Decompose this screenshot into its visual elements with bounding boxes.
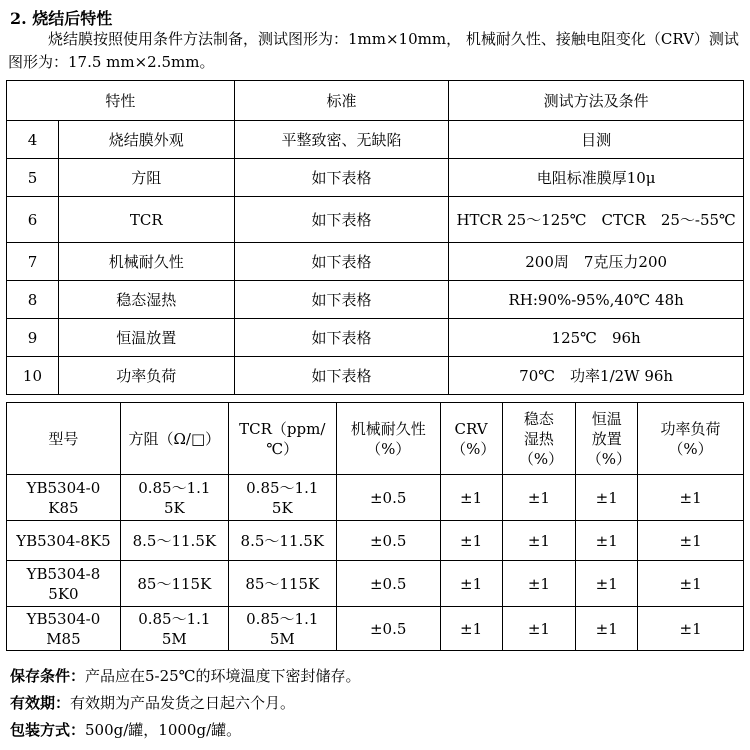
- header-constant: [576, 403, 638, 475]
- row-standard: 如下表格: [234, 281, 449, 319]
- package-text: 500g/罐，1000g/罐。: [85, 721, 242, 739]
- table-row: [7, 561, 744, 607]
- row-standard: 如下表格: [234, 357, 449, 395]
- cell-model-text: YB5304-0M85: [26, 609, 101, 648]
- table-row: [7, 197, 744, 243]
- cell-model-text: YB5304-0K85: [26, 478, 101, 517]
- cell-mechanical: ±0.5: [336, 607, 440, 651]
- table-row: [7, 607, 744, 651]
- cell-tcr: [228, 607, 336, 651]
- header-humid: [502, 403, 576, 475]
- header-crv: [440, 403, 502, 475]
- header-resistance: [120, 403, 228, 475]
- cell-humid: ±1: [502, 607, 576, 651]
- storage-text: 产品应在5-25℃的环境温度下密封储存。: [85, 667, 361, 685]
- row-method: 125℃ 96h: [449, 319, 744, 357]
- row-standard: 如下表格: [234, 197, 449, 243]
- cell-power: ±1: [638, 521, 744, 561]
- cell-resistance: [120, 475, 228, 521]
- row-standard: 如下表格: [234, 159, 449, 197]
- cell-humid: ±1: [502, 561, 576, 607]
- table-row: [7, 357, 744, 395]
- row-number: 7: [7, 243, 59, 281]
- header-constant-text: 恒温放置（%）: [586, 409, 631, 468]
- row-method: RH:90%-95%,40℃ 48h: [449, 281, 744, 319]
- cell-mechanical: ±0.5: [336, 475, 440, 521]
- cell-constant: ±1: [576, 475, 638, 521]
- table-row: [7, 159, 744, 197]
- cell-humid: ±1: [502, 521, 576, 561]
- table-row: [7, 475, 744, 521]
- cell-humid: ±1: [502, 475, 576, 521]
- cell-model: [7, 561, 121, 607]
- storage-condition: [10, 665, 361, 686]
- row-characteristic: 机械耐久性: [58, 243, 234, 281]
- row-number: 9: [7, 319, 59, 357]
- row-method: 70℃ 功率1/2W 96h: [449, 357, 744, 395]
- header-humid-text: 稳态湿热（%）: [518, 409, 564, 468]
- cell-resistance-text: 0.85～1.15K: [138, 478, 211, 517]
- row-method: HTCR 25～125℃ CTCR 25～-55℃: [449, 197, 744, 243]
- storage-label: 保存条件：: [10, 667, 86, 685]
- header-mechanical-text: 机械耐久性（%）: [350, 419, 426, 458]
- row-method: 目测: [449, 121, 744, 159]
- validity-text: 有效期为产品发货之日起六个月。: [70, 694, 296, 712]
- row-number: 4: [7, 121, 59, 159]
- header-resistance-text: 方阻（Ω/□）: [128, 429, 221, 448]
- header-characteristic: 特性: [7, 81, 235, 121]
- cell-crv: ±1: [440, 561, 502, 607]
- cell-model: [7, 607, 121, 651]
- cell-resistance: 8.5～11.5K: [120, 521, 228, 561]
- cell-tcr: 85～115K: [228, 561, 336, 607]
- cell-constant: ±1: [576, 607, 638, 651]
- header-power-text: 功率负荷（%）: [660, 419, 721, 458]
- cell-power: ±1: [638, 607, 744, 651]
- cell-tcr-text: 0.85～1.15M: [246, 609, 319, 648]
- header-tcr: [228, 403, 336, 475]
- cell-model: [7, 475, 121, 521]
- row-number: 10: [7, 357, 59, 395]
- row-method: 电阻标准膜厚10μ: [449, 159, 744, 197]
- validity-label: 有效期：: [10, 694, 71, 712]
- header-standard: 标准: [234, 81, 449, 121]
- row-characteristic: 稳态湿热: [58, 281, 234, 319]
- cell-constant: ±1: [576, 521, 638, 561]
- table-row: [7, 281, 744, 319]
- packaging-method: [10, 719, 241, 740]
- cell-resistance: 85～115K: [120, 561, 228, 607]
- cell-mechanical: ±0.5: [336, 561, 440, 607]
- row-method: 200周 7克压力200: [449, 243, 744, 281]
- table-header-row: [7, 81, 744, 121]
- cell-model: YB5304-8K5: [7, 521, 121, 561]
- row-standard: 平整致密、无缺陷: [234, 121, 449, 159]
- cell-constant: ±1: [576, 561, 638, 607]
- row-number: 6: [7, 197, 59, 243]
- intro-text: 烧结膜按照使用条件方法制备，测试图形为：1mm×10mm， 机械耐久性、接触电阻变化（CRV）测试图形为：17.5 mm×2.5mm。: [8, 30, 739, 71]
- header-tcr-text: TCR（ppm/℃）: [239, 419, 326, 458]
- cell-model-text: YB5304-85K0: [26, 564, 101, 603]
- row-standard: 如下表格: [234, 243, 449, 281]
- table-row: [7, 121, 744, 159]
- characteristics-table: [6, 80, 744, 395]
- header-method: 测试方法及条件: [449, 81, 744, 121]
- row-characteristic: 烧结膜外观: [58, 121, 234, 159]
- header-crv-text: CRV（%）: [451, 419, 496, 458]
- row-number: 5: [7, 159, 59, 197]
- row-number: 8: [7, 281, 59, 319]
- row-characteristic: TCR: [58, 197, 234, 243]
- table-header-row: [7, 403, 744, 475]
- row-characteristic: 恒温放置: [58, 319, 234, 357]
- cell-tcr: 8.5～11.5K: [228, 521, 336, 561]
- table-row: [7, 243, 744, 281]
- row-characteristic: 方阻: [58, 159, 234, 197]
- header-mechanical: [336, 403, 440, 475]
- cell-tcr-text: 0.85～1.15K: [246, 478, 319, 517]
- header-power: [638, 403, 744, 475]
- cell-crv: ±1: [440, 475, 502, 521]
- validity-period: [10, 692, 295, 713]
- cell-power: ±1: [638, 561, 744, 607]
- specification-table: [6, 402, 744, 651]
- cell-mechanical: ±0.5: [336, 521, 440, 561]
- cell-crv: ±1: [440, 521, 502, 561]
- package-label: 包装方式：: [10, 721, 86, 739]
- intro-paragraph: [8, 28, 743, 74]
- row-characteristic: 功率负荷: [58, 357, 234, 395]
- cell-resistance-text: 0.85～1.15M: [138, 609, 211, 648]
- cell-tcr: [228, 475, 336, 521]
- section-heading: 2. 烧结后特性: [10, 9, 113, 28]
- cell-resistance: [120, 607, 228, 651]
- row-standard: 如下表格: [234, 319, 449, 357]
- table-row: [7, 521, 744, 561]
- table-row: [7, 319, 744, 357]
- cell-power: ±1: [638, 475, 744, 521]
- cell-crv: ±1: [440, 607, 502, 651]
- header-model: 型号: [7, 403, 121, 475]
